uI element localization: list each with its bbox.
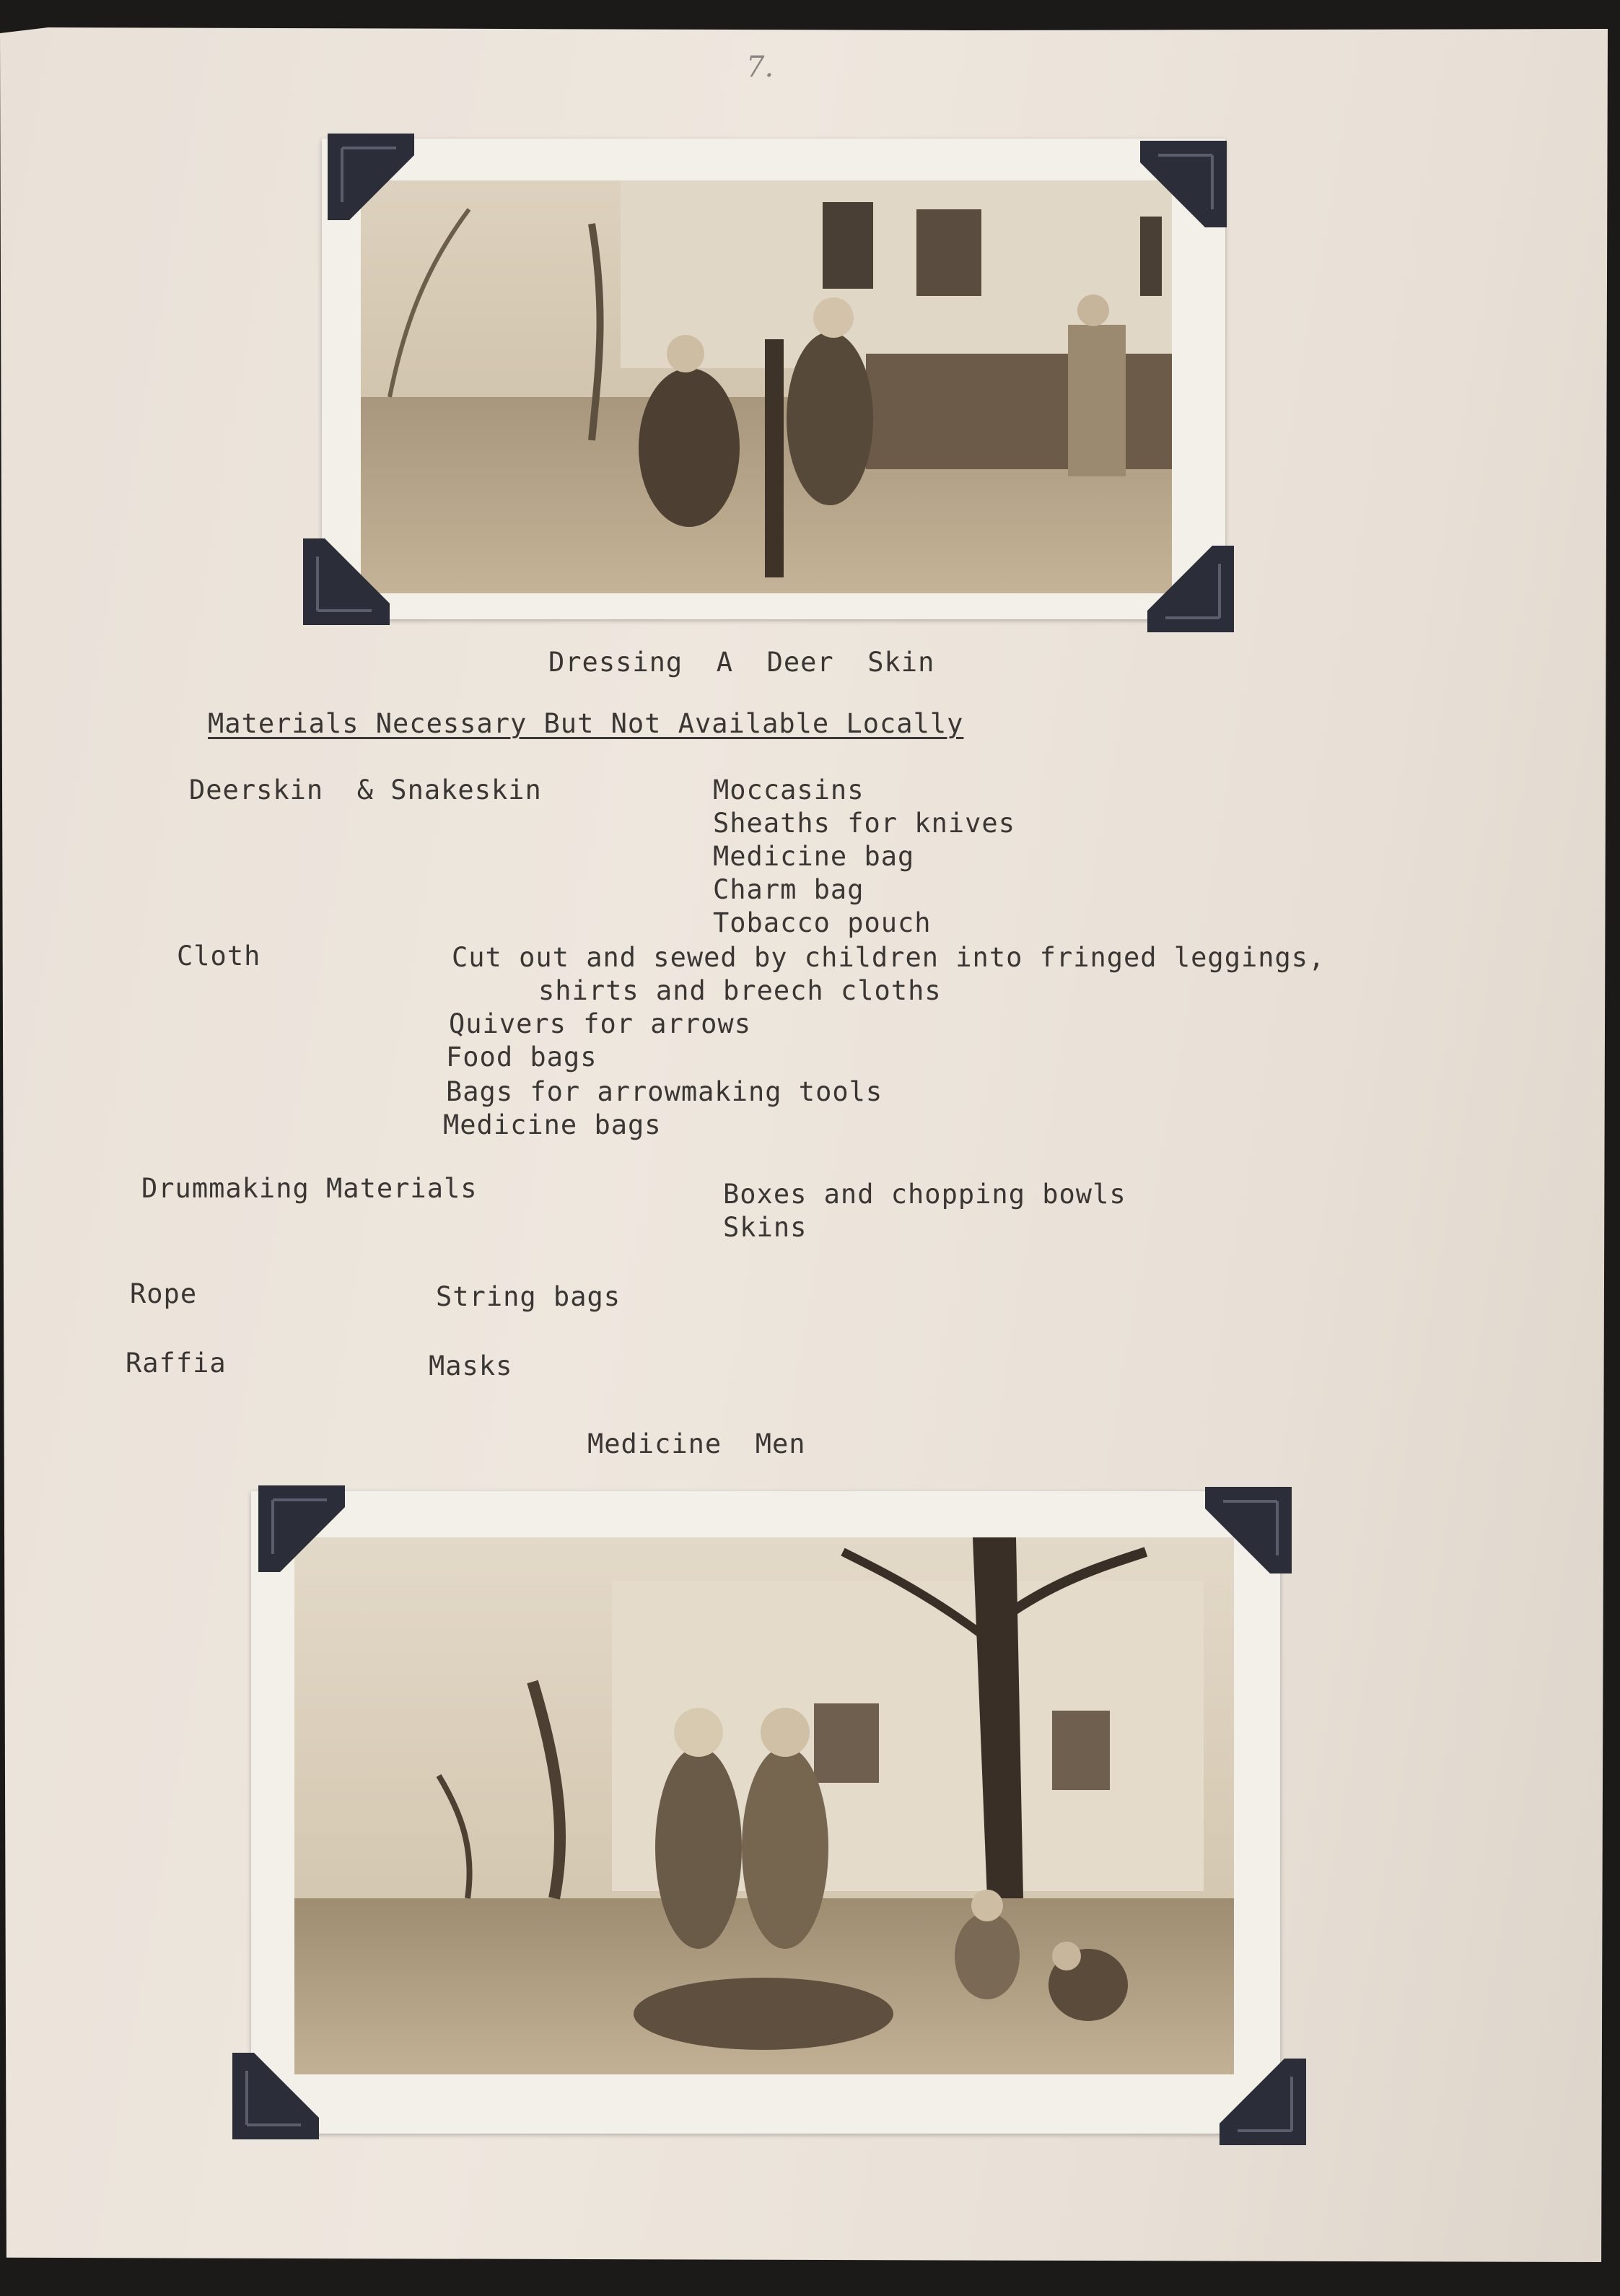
photo-bottom-scene [294,1537,1234,2074]
photo-corner-icon [303,538,390,625]
cloth-item: Quivers for arrows [449,1008,751,1039]
cloth-item: Medicine bags [443,1109,662,1140]
cloth-item: Bags for arrowmaking tools [446,1076,883,1107]
section-heading: Materials Necessary But Not Available Locally [208,708,964,739]
page-number: 7. [746,51,774,84]
photo-corner-icon [232,2053,319,2139]
drum-item: Boxes and chopping bowls [723,1179,1126,1210]
photo-bottom-image [294,1537,1234,2074]
drum-item: Skins [723,1212,807,1243]
photo-top-caption: Dressing A Deer Skin [548,647,935,678]
rope-label: Rope [130,1278,198,1309]
photo-corner-icon [1140,141,1227,227]
photo-corner-icon [1205,1487,1292,1573]
photo-top-scene [361,180,1172,593]
cloth-line: shirts and breech cloths [538,975,942,1006]
deerskin-item: Medicine bag [713,841,915,872]
photo-top-mount [322,139,1225,619]
deerskin-item: Tobacco pouch [713,907,932,938]
cloth-line: Cut out and sewed by children into fringed leggings, [452,942,1326,973]
rope-item: String bags [436,1281,621,1312]
photo-bottom-mount [251,1491,1280,2134]
raffia-label: Raffia [126,1348,227,1379]
photo-top-image [361,180,1172,593]
photo-corner-icon [258,1485,345,1572]
raffia-item: Masks [429,1350,513,1381]
photo-corner-icon [328,134,414,220]
deerskin-item: Charm bag [713,874,864,905]
photo-corner-icon [1147,546,1234,632]
deerskin-item: Sheaths for knives [713,808,1015,839]
deerskin-label: Deerskin & Snakeskin [189,774,542,806]
photo-bottom-caption: Medicine Men [587,1428,806,1459]
cloth-item: Food bags [446,1042,597,1073]
photo-corner-icon [1220,2059,1306,2145]
drum-label: Drummaking Materials [141,1173,478,1204]
cloth-label: Cloth [177,940,261,972]
deerskin-item: Moccasins [713,774,864,806]
